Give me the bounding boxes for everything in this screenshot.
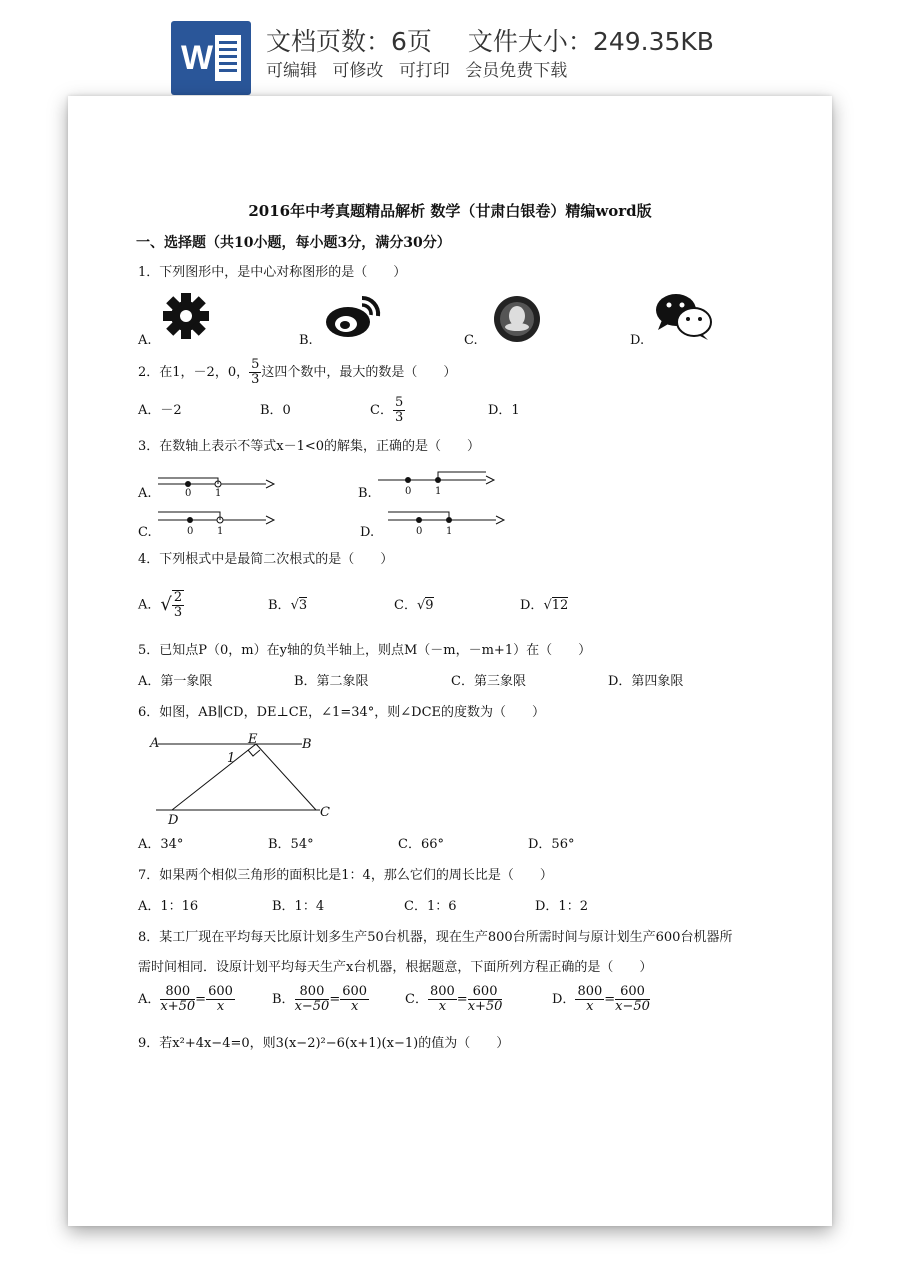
q1-option-d: D. xyxy=(630,333,645,348)
q8-b-lhs-num: 800 xyxy=(295,985,330,1000)
q8-option-b xyxy=(272,985,369,1014)
q8-c-lhs-den: x xyxy=(438,999,447,1014)
q3-option-a: A. xyxy=(138,486,152,501)
q4-a-label: A． xyxy=(138,597,161,613)
q4-c-label: C． xyxy=(394,598,417,613)
q8-a-lhs xyxy=(160,985,195,1014)
q7-option-a: A．1：16 xyxy=(138,899,199,914)
q4-d-radicand: 12 xyxy=(551,598,569,613)
q1-option-a: A. xyxy=(138,333,152,348)
q8-b-lhs-den: x−50 xyxy=(294,999,330,1014)
q8-d-rhs xyxy=(615,985,650,1014)
word-letter: W xyxy=(181,39,214,77)
q5-option-a: A．第一象限 xyxy=(138,674,213,689)
q7-stem: 7．如果两个相似三角形的面积比是1：4，那么它们的周长比是（ ） xyxy=(138,868,553,883)
q8-a-rhs xyxy=(206,985,235,1014)
q8-d-eq: = xyxy=(604,992,616,1007)
q6-label-d: D xyxy=(168,813,179,828)
q2-stem-pre: 2．在1，－2，0， xyxy=(138,365,250,380)
q5-stem: 5．已知点P（0，m）在y轴的负半轴上，则点M（－m，－m+1）在（ ） xyxy=(138,643,592,658)
q3-b-tick0: 0 xyxy=(405,486,412,497)
doc-title: 2016年中考真题精品解析 数学（甘肃白银卷）精编word版 xyxy=(248,202,652,220)
gear-icon xyxy=(162,292,210,340)
q6-option-a: A．34° xyxy=(138,837,184,852)
q2-option-c-frac xyxy=(393,396,405,425)
q5-option-c: C．第三象限 xyxy=(451,674,526,689)
q4-a-den: 3 xyxy=(173,605,183,620)
q8-d-rhs-den: x−50 xyxy=(615,999,650,1014)
q2-frac-num: 5 xyxy=(251,357,260,372)
q8-d-lhs xyxy=(575,985,604,1014)
q4-a-frac xyxy=(172,590,184,620)
q8-line1: 8．某工厂现在平均每天比原计划多生产50台机器，现在生产800台所需时间与原计划生产600台机器所 xyxy=(138,930,733,945)
q8-d-rhs-num: 600 xyxy=(615,985,650,1000)
q8-b-lhs xyxy=(295,985,330,1014)
q6-label-a: A xyxy=(150,736,160,751)
q8-b-rhs xyxy=(340,985,369,1014)
q8-option-d xyxy=(552,985,650,1014)
q8-a-lhs-den: x+50 xyxy=(160,999,196,1014)
q2-option-c-label: C． xyxy=(370,403,393,418)
q2-option-c-den: 3 xyxy=(394,410,404,425)
q8-d-lhs-den: x xyxy=(586,999,594,1014)
q6-label-e: E xyxy=(248,732,258,747)
q6-label-c: C xyxy=(320,805,330,820)
q8-c-rhs-num: 600 xyxy=(468,985,503,1000)
weibo-icon xyxy=(324,294,382,340)
q2-stem-post: 这四个数中，最大的数是（ ） xyxy=(261,365,457,380)
q7-option-b: B．1：4 xyxy=(272,899,325,914)
q6-option-b: B．54° xyxy=(268,837,314,852)
feature-editable: 可编辑 xyxy=(266,61,317,81)
q8-line2: 需时间相同．设原计划平均每天生产x台机器，根据题意，下面所列方程正确的是（ ） xyxy=(138,960,653,975)
sqrt-sign: √ xyxy=(160,594,172,615)
q6-option-d: D．56° xyxy=(528,837,575,852)
q5-option-b: B．第二象限 xyxy=(294,674,369,689)
q1-option-b: B. xyxy=(299,333,313,348)
feature-modifiable: 可修改 xyxy=(332,61,384,81)
q6-figure xyxy=(152,734,342,826)
q7-option-d: D．1：2 xyxy=(535,899,588,914)
wechat-icon xyxy=(654,292,714,342)
q4-option-c: C．√9 xyxy=(394,598,434,613)
q8-b-eq: = xyxy=(329,992,341,1007)
q8-option-a xyxy=(138,985,235,1014)
q2-fraction xyxy=(249,358,261,387)
q3-c-tick0: 0 xyxy=(187,526,194,537)
q8-a-label: A． xyxy=(138,992,161,1007)
q3-a-tick1: 1 xyxy=(215,488,222,499)
q1-stem: 1．下列图形中，是中心对称图形的是（ ） xyxy=(138,265,407,280)
q8-c-rhs xyxy=(468,985,503,1014)
q8-c-lhs xyxy=(428,985,457,1014)
q8-a-lhs-num: 800 xyxy=(160,985,195,1000)
q8-b-label: B． xyxy=(272,992,295,1007)
file-size: 文件大小：249.35KB xyxy=(467,27,714,56)
q4-b-radicand: 3 xyxy=(298,598,308,613)
q2-stem xyxy=(138,358,456,387)
word-doc-icon xyxy=(171,21,251,95)
q9-stem: 9．若x²+4x−4=0，则3(x−2)²−6(x+1)(x−1)的值为（ ） xyxy=(138,1036,510,1051)
q8-option-c xyxy=(405,985,502,1014)
q3-option-b: B. xyxy=(358,486,372,501)
q8-a-rhs-num: 600 xyxy=(208,984,233,999)
q3-b-tick1: 1 xyxy=(435,486,442,497)
q5-option-d: D．第四象限 xyxy=(608,674,684,689)
q2-option-b: B．0 xyxy=(260,403,291,418)
q4-c-radicand: 9 xyxy=(425,598,434,613)
q2-option-c xyxy=(370,396,405,425)
header-info xyxy=(266,22,750,58)
feature-printable: 可打印 xyxy=(398,61,450,81)
q2-option-c-num: 5 xyxy=(394,395,404,410)
q2-option-d: D．1 xyxy=(488,403,520,418)
q6-stem: 6．如图，AB∥CD，DE⊥CE，∠1=34°，则∠DCE的度数为（ ） xyxy=(138,705,546,720)
q3-c-tick1: 1 xyxy=(217,526,224,537)
q8-d-lhs-num: 800 xyxy=(577,984,603,999)
q8-b-rhs-num: 600 xyxy=(342,984,368,999)
q4-option-d: D．√12 xyxy=(520,598,569,613)
q2-option-a: A．－2 xyxy=(138,403,182,418)
q4-d-label: D． xyxy=(520,598,544,613)
q8-c-label: C． xyxy=(405,992,428,1007)
q6-label-1: 1 xyxy=(227,751,236,766)
qq-penguin-icon xyxy=(492,294,542,344)
q3-d-tick1: 1 xyxy=(446,526,453,537)
q8-a-eq: = xyxy=(195,992,207,1007)
q8-a-rhs-den: x xyxy=(216,999,225,1014)
q4-stem: 4．下列根式中是最简二次根式的是（ ） xyxy=(138,552,394,567)
q7-option-c: C．1：6 xyxy=(404,899,457,914)
q6-option-c: C．66° xyxy=(398,837,444,852)
q3-option-c: C. xyxy=(138,525,152,540)
q4-a-num: 2 xyxy=(173,590,183,605)
q3-d-tick0: 0 xyxy=(416,526,423,537)
header-features xyxy=(266,56,577,81)
q8-c-rhs-den: x+50 xyxy=(467,999,503,1014)
q2-frac-den: 3 xyxy=(251,372,260,387)
section-heading: 一、选择题（共10小题，每小题3分，满分30分） xyxy=(136,235,451,251)
q4-option-a xyxy=(138,590,184,620)
q4-b-label: B． xyxy=(268,598,291,613)
q3-a-tick0: 0 xyxy=(185,488,192,499)
page-count: 文档页数：6页 xyxy=(266,27,432,56)
q8-b-rhs-den: x xyxy=(350,999,359,1014)
q8-d-label: D． xyxy=(552,992,576,1007)
document-page xyxy=(68,96,832,1226)
feature-free-download: 会员免费下载 xyxy=(465,61,568,81)
q4-option-b: B．√3 xyxy=(268,598,308,613)
q3-stem: 3．在数轴上表示不等式x－1<0的解集，正确的是（ ） xyxy=(138,439,481,454)
doc-lines-icon xyxy=(215,35,241,81)
q8-c-eq: = xyxy=(456,992,468,1007)
q1-option-c: C. xyxy=(464,333,478,348)
q6-label-b: B xyxy=(302,737,312,752)
q3-option-d: D. xyxy=(360,525,375,540)
q8-c-lhs-num: 800 xyxy=(429,984,455,999)
